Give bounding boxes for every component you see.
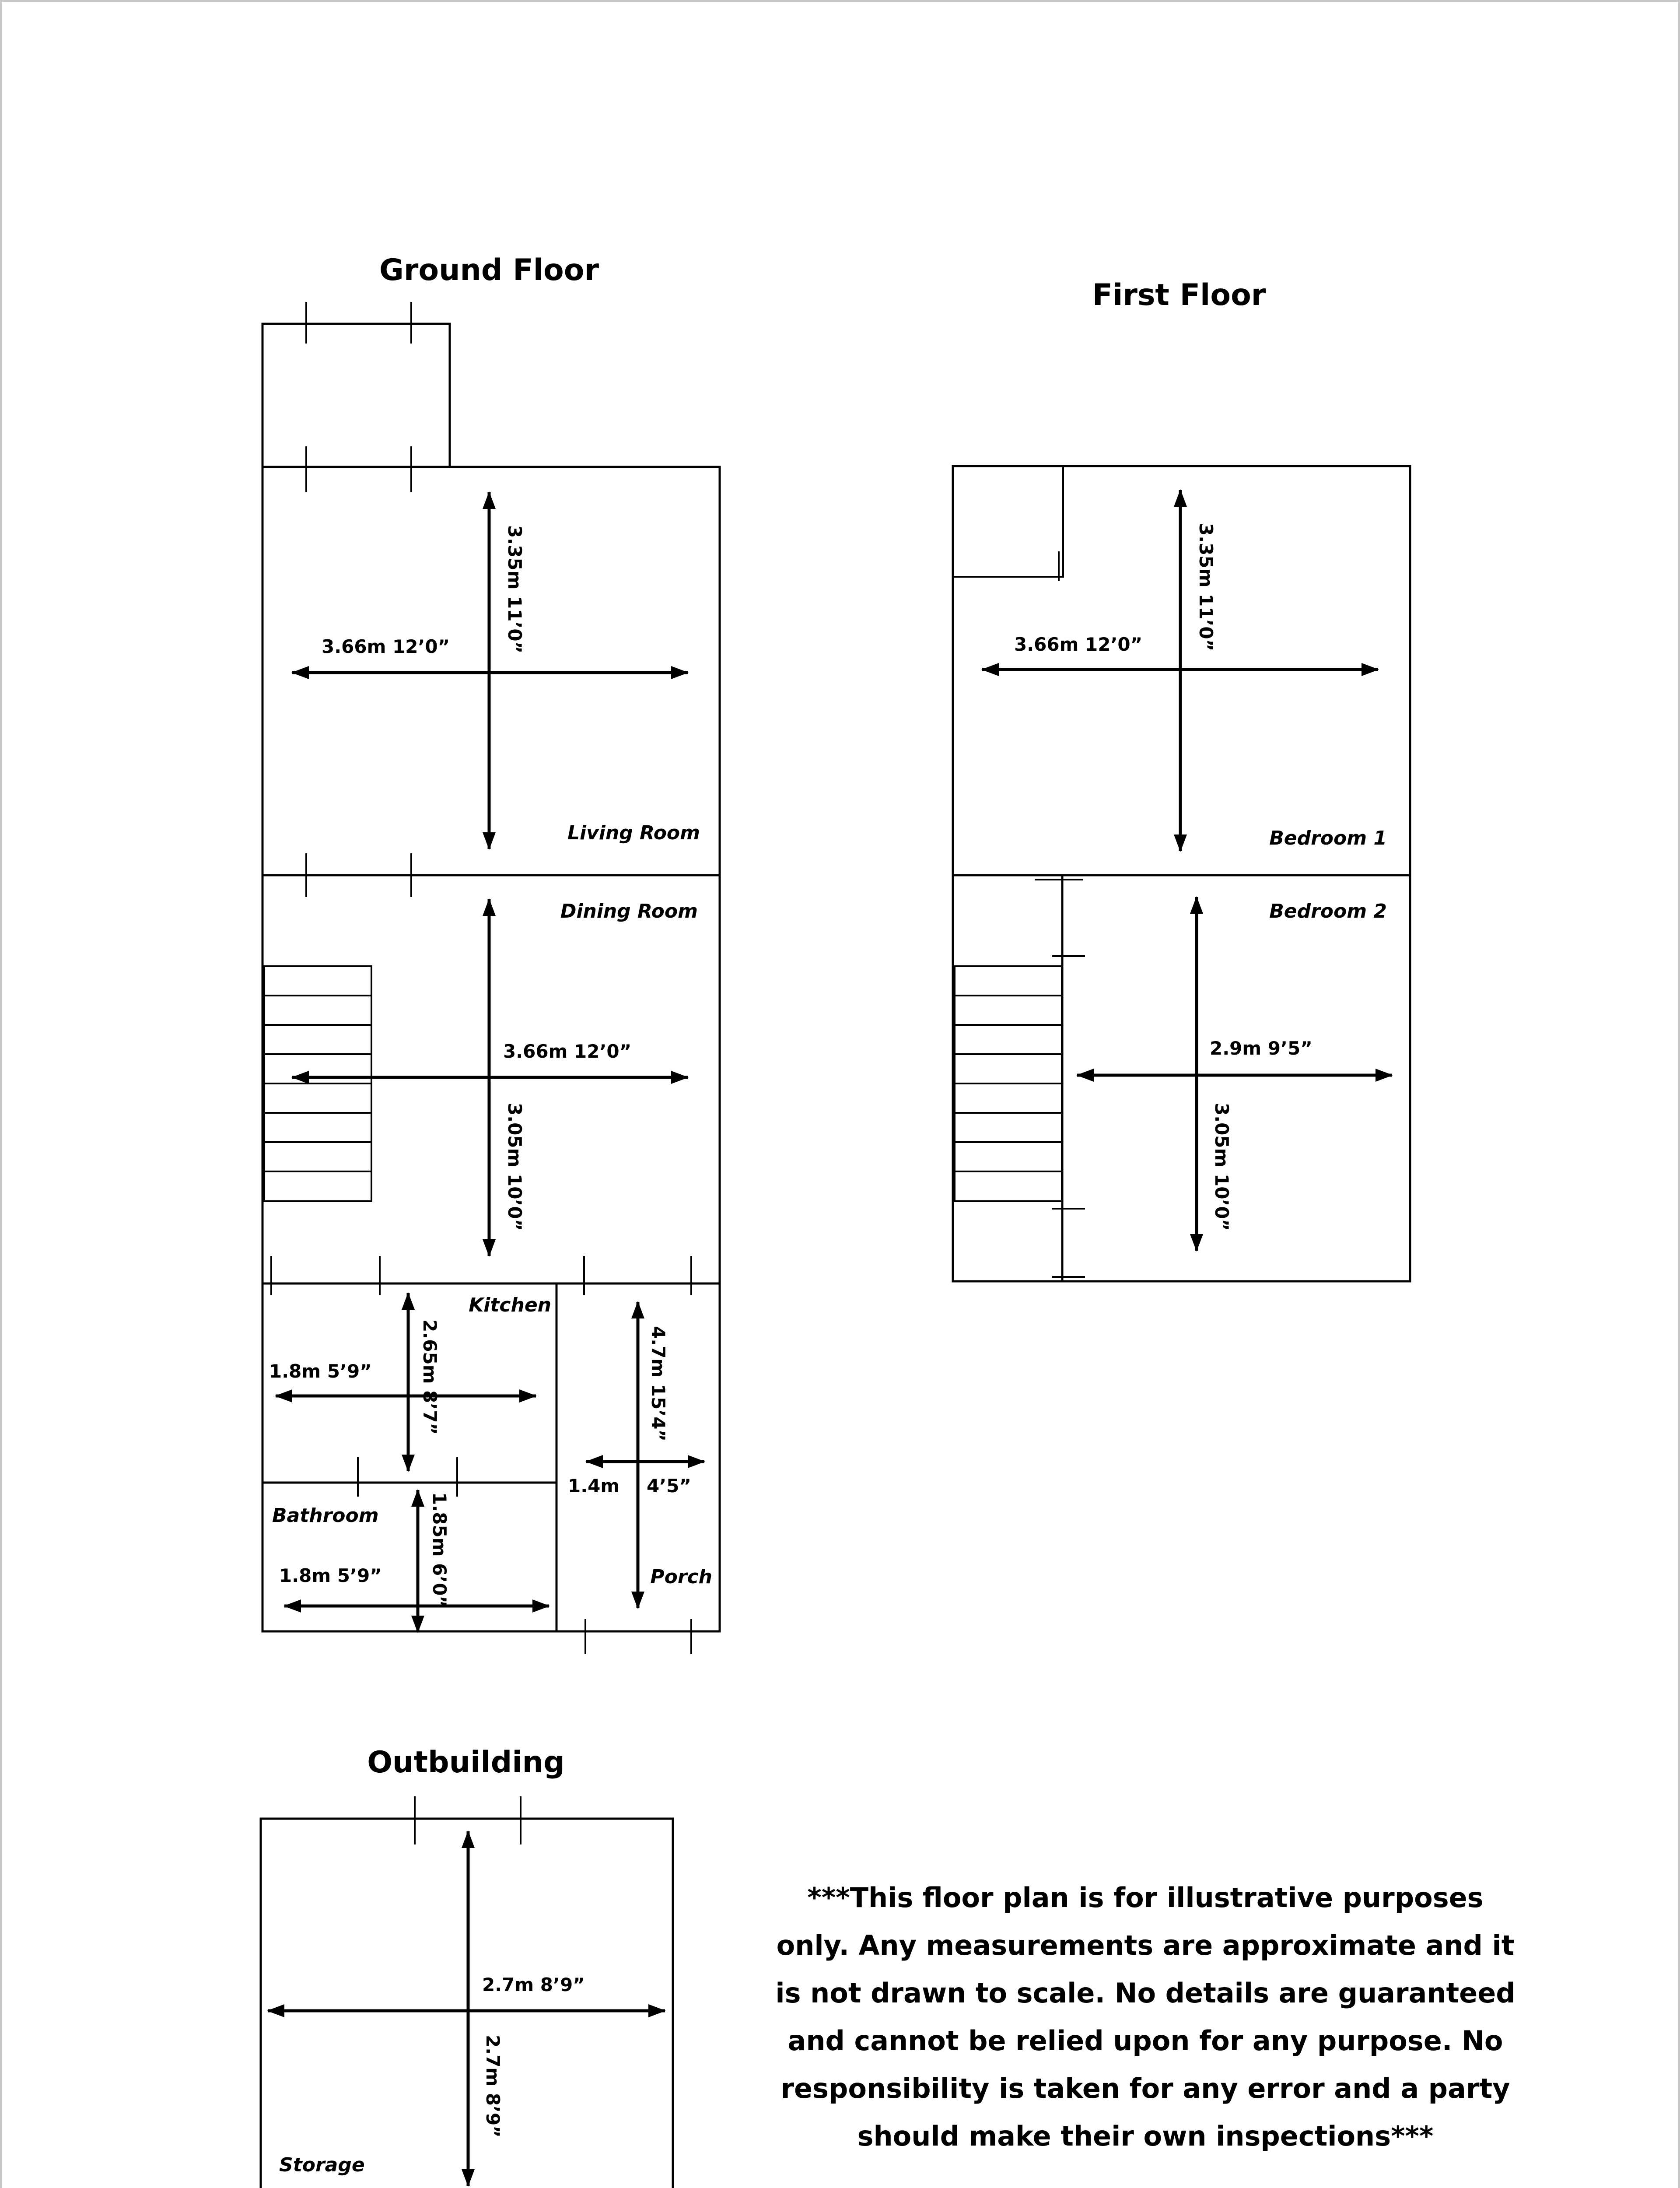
outbuilding-heading: Outbuilding (367, 1745, 565, 1780)
rear-projection (262, 324, 450, 467)
bedroom-1-width-label: 3.66m 12’0” (1014, 634, 1143, 655)
dining-room-length-label: 3.05m 10’0” (504, 1103, 525, 1231)
kitchen-label: Kitchen (469, 1294, 551, 1316)
dining-room-width-label: 3.66m 12’0” (503, 1041, 632, 1062)
kitchen-width-label: 1.8m 5’9” (269, 1360, 372, 1382)
bedroom-2-width-label: 2.9m 9’5” (1210, 1038, 1312, 1059)
disclaimer (775, 1882, 1515, 2152)
living-room-width-label: 3.66m 12’0” (322, 636, 450, 657)
bedroom-2-label: Bedroom 2 (1269, 900, 1387, 922)
bathroom-label: Bathroom (272, 1504, 379, 1527)
bedroom-1-label: Bedroom 1 (1269, 827, 1387, 849)
bedroom-1-length-label: 3.35m 11’0” (1195, 523, 1217, 652)
staircase (264, 966, 371, 1201)
ground-floor-heading: Ground Floor (379, 253, 599, 288)
outbuilding-plan (261, 1796, 673, 2188)
staircase (955, 966, 1062, 1201)
bathroom-length-label: 1.85m 6’0” (429, 1492, 450, 1608)
porch-label: Porch (650, 1566, 712, 1588)
disclaimer-line: is not drawn to scale. No details are guaranteed (775, 1977, 1516, 2009)
first-floor-heading: First Floor (1092, 278, 1266, 312)
living-room-label: Living Room (567, 822, 700, 844)
bedroom-2 (953, 875, 1410, 1281)
bedroom-2-length-label: 3.05m 10’0” (1211, 1103, 1232, 1231)
cupboard (953, 466, 1063, 577)
bathroom-width-label: 1.8m 5’9” (279, 1565, 382, 1586)
dining-room-label: Dining Room (560, 900, 698, 922)
disclaimer-line: and cannot be relied upon for any purpose. No (788, 2025, 1503, 2057)
storage-length-label: 2.7m 8’9” (482, 2035, 504, 2138)
porch-width-imperial-label: 4’5” (647, 1475, 692, 1497)
page-border (1, 1, 1679, 2188)
storage-label: Storage (279, 2154, 365, 2176)
disclaimer-line: should make their own inspections*** (857, 2120, 1434, 2152)
disclaimer-line: responsibility is taken for any error and a party (780, 2072, 1510, 2104)
kitchen-length-label: 2.65m 8’7” (419, 1319, 441, 1435)
disclaimer-line: only. Any measurements are approximate and it (776, 1929, 1515, 1961)
dining-room (262, 875, 720, 1283)
first-floor-plan (953, 466, 1410, 1281)
living-room-length-label: 3.35m 11’0” (504, 525, 525, 654)
disclaimer-line: ***This floor plan is for illustrative purposes (807, 1882, 1484, 1914)
ground-floor-plan (262, 302, 720, 1654)
storage-width-label: 2.7m 8’9” (482, 1974, 585, 1995)
porch-width-metric-label: 1.4m (568, 1475, 620, 1497)
porch-length-label: 4.7m 15’4” (648, 1326, 669, 1442)
